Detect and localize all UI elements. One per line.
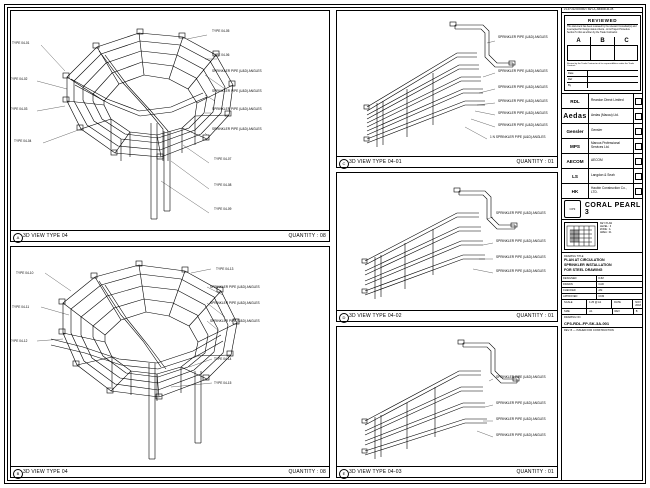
meta-key-scale: SCALE [562,300,587,308]
annotation-p3-1: SPRINKLER PIPE (U&D) ANGLES [498,69,548,73]
consultant-logo-langdon-seah: LS [562,169,589,183]
consultant-checkbox-aecom[interactable] [633,154,643,168]
annotation-p3-3: SPRINKLER PIPE (U&D) ANGLES [498,99,548,103]
meta-key-size: SIZE [562,309,587,314]
panel-titlebar-3 [337,156,557,167]
annotation-p1-5: TYPE 04-06 [212,53,230,57]
panel-quantity-5: QUANTITY : 01 [516,469,554,475]
annotation-p1-8: SPRINKLER PIPE (U&D) ANGLES [212,107,262,111]
panel-titlebar-4 [337,310,557,321]
panel-quantity-3: QUANTITY : 01 [516,159,554,165]
consultant-row-langdon-seah[interactable] [562,169,643,184]
annotation-p1-11: TYPE 04-08 [214,183,232,187]
consultant-row-gensler[interactable] [562,124,643,139]
view-panel-3d-type-04-bottom[interactable] [10,246,330,478]
consultant-row-mps[interactable] [562,139,643,154]
consultant-name-rdl: Reardon Direct Limited [591,98,624,103]
annotation-p5-3: SPRINKLER PIPE (U&D) ANGLES [496,433,546,437]
consultant-row-aecom[interactable] [562,154,643,169]
approval-table [562,276,643,300]
annotation-p1-7: SPRINKLER PIPE (U&D) ANGLES [212,89,262,93]
drawing-title-line-2: SPRINKLER INSTALLATION [564,263,612,268]
panel-bubble-3: C [339,159,349,169]
annotation-p1-1: TYPE 04-02 [10,77,28,81]
title-block [561,7,643,481]
project-name: CORAL PEARL 3 [584,202,641,217]
approval-value-drawn: CAD [598,282,604,286]
consultant-list [562,93,643,199]
review-stamp [564,15,641,91]
consultant-name-aedas: Aedas (Macau) Ltd. [591,113,619,118]
approval-value-approved: CKM [598,294,605,298]
meta-row-1 [562,300,643,309]
pipe-run-drawing-3 [337,327,557,466]
annotation-p5-2: SPRINKLER PIPE (U&D) ANGLES [496,417,546,421]
annotation-p1-4: TYPE 04-05 [212,29,230,33]
panel-quantity-4: QUANTITY : 01 [516,313,554,319]
consultant-logo-aecom: AECOM [562,154,589,168]
annotation-p1-3: TYPE 04-04 [14,139,32,143]
key-plan-meta [600,222,641,250]
annotation-p1-2: TYPE 04-03 [10,107,28,111]
approval-key-designed: DESIGNED [562,276,597,281]
consultant-logo-aedas: Aedas [562,109,589,123]
consultant-row-contractor[interactable] [562,184,643,199]
panel-titlebar-1 [11,230,329,241]
annotation-p3-2: SPRINKLER PIPE (U&D) ANGLES [498,85,548,89]
panel-bubble-2: B [13,469,23,479]
annotation-p5-1: SPRINKLER PIPE (U&D) ANGLES [496,401,546,405]
panel-drawing-area-1 [11,11,329,230]
annotation-p4-3: SPRINKLER PIPE (U&D) ANGLES [496,269,546,273]
meta-key-date: DATE [612,300,633,308]
consultant-name-aecom: AECOM [591,158,603,163]
consultant-row-aedas[interactable] [562,109,643,124]
annotation-p1-0: TYPE 04-01 [12,41,30,45]
review-row-date-value[interactable] [588,71,638,76]
key-plan-label: KEY PLAN [600,222,613,226]
annotation-p1-10: TYPE 04-07 [214,157,232,161]
annotation-p2-5: SPRINKLER PIPE (U&D) ANGLES [210,301,260,305]
review-boxes [567,46,638,61]
meta-value-date: NOV 2018 [635,300,641,307]
approval-value-designed: DJM [598,276,604,280]
view-panel-3d-type-04-02[interactable] [336,172,558,322]
consultant-name-mps: Marcus Professional Services Ltd. [591,141,620,150]
key-plan-level: LEVEL : 3 [600,225,612,229]
annotation-p2-1: TYPE 04-11 [12,305,30,309]
approval-value-checked: AM [598,288,603,292]
key-plan-graphic [565,223,597,249]
meta-value-size: A1 [587,309,612,314]
panel-title-1: 3D VIEW TYPE 04 [23,233,68,239]
consultant-checkbox-rdl[interactable] [633,94,643,108]
review-heading: REVIEWED [567,18,638,25]
annotation-p1-12: TYPE 04-09 [214,207,232,211]
view-panel-3d-type-04-top[interactable] [10,10,330,242]
annotation-p3-4: SPRINKLER PIPE (U&D) ANGLES [498,111,548,115]
annotation-p3-5: SPRINKLER PIPE (U&D) ANGLES [498,123,548,127]
review-row-ref-key: Ref [567,77,588,82]
review-column-c[interactable]: C [624,37,629,44]
annotation-p1-9: SPRINKLER PIPE (U&D) ANGLES [212,127,262,131]
consultant-logo-rdl: RDL [562,94,589,108]
panel-title-4: 3D VIEW TYPE 04-02 [349,313,402,319]
panel-bubble-1: A [13,233,23,243]
panel-title-3: 3D VIEW TYPE 04-01 [349,159,402,165]
panel-titlebar-2 [11,466,329,477]
annotation-p5-0: SPRINKLER PIPE (U&D) ANGLES [496,375,546,379]
review-row-date [567,70,638,77]
meta-value-rev: B [635,309,638,313]
consultant-name-contractor: Haubin Construction Co., LTD. [591,186,627,195]
review-row-by [567,83,638,88]
consultant-logo-gensler: Gensler [562,124,589,138]
panel-drawing-area-2 [11,247,329,466]
consultant-name-gensler: Gensler [591,128,603,133]
review-columns [567,37,638,46]
panel-bubble-4: D [339,313,349,323]
annotation-p2-3: TYPE 04-13 [216,267,234,271]
review-row-by-key: By [567,83,588,88]
panel-titlebar-5 [337,466,557,477]
drawing-number-label: DRAWING NO. [564,315,582,319]
key-plan-zone: ZONE : A [600,228,611,232]
annotation-p4-1: SPRINKLER PIPE (U&D) ANGLES [496,239,546,243]
approval-key-checked: CHECKED [562,288,597,293]
annotation-p1-6: SPRINKLER PIPE (U&D) ANGLES [212,69,262,73]
annotation-p2-6: SPRINKLER PIPE (U&D) ANGLES [210,319,260,323]
annotation-p4-2: SPRINKLER PIPE (U&D) ANGLES [496,255,546,259]
consultant-logo-mps: MPS [562,139,589,153]
approval-key-approved: APPROVED [562,294,597,299]
key-plan-thumbnail[interactable] [564,222,598,250]
drawing-title-block [562,253,643,276]
isometric-canopy-drawing-1 [11,11,329,230]
consultant-row-rdl[interactable] [562,94,643,109]
annotation-p3-6: 1 N SPRINKLER PIPE (U&D) ANGLES [490,135,546,139]
annotation-p2-4: SPRINKLER PIPE (U&D) ANGLES [210,285,260,289]
approval-key-drawn: DRAWN [562,282,597,287]
review-body: This document has been reviewed by the relevant Consultant(s) and is accepted for Design status criteria - to its Project Procedure Section 5.4 list as written by the Trade Contractor. [567,26,637,34]
review-row-ref-value[interactable] [588,77,638,82]
panel-bubble-5: E [339,469,349,479]
panel-title-2: 3D VIEW TYPE 04 [23,469,68,475]
drawing-title-line-3: FOR STEEL DRAWING [564,268,603,273]
title-block-footer: REV. B — ISSUED FOR CONSTRUCTION [564,328,614,332]
annotation-p2-0: TYPE 04-10 [16,271,34,275]
consultant-checkbox-mps[interactable] [633,139,643,153]
project-bar [562,199,643,220]
panel-drawing-area-5 [337,327,557,466]
key-plan-block[interactable] [562,220,643,253]
drawing-number: CP3-RDL-FP-SK-3A-001 [562,320,643,328]
panel-quantity-1: QUANTITY : 08 [288,233,326,239]
consultant-name-langdon-seah: Langdon & Seah [591,173,615,178]
annotation-p4-0: SPRINKLER PIPE (U&D) ANGLES [496,211,546,215]
drawing-title-line-1: PLAN AT CIRCULATION [564,258,605,263]
meta-key-rev: REV [613,309,634,314]
consultant-checkbox-aedas[interactable] [633,109,643,123]
review-row-date-key: Date [567,71,588,76]
drawing-title-caption: DRAWING TITLE [564,255,584,259]
panel-quantity-2: QUANTITY : 08 [288,469,326,475]
key-plan-area: AREA : 01 [600,231,612,235]
consultant-checkbox-contractor[interactable] [633,184,643,198]
annotation-p2-8: TYPE 04-15 [214,381,232,385]
consultant-checkbox-gensler[interactable] [633,124,643,138]
review-note: Review by the Trade Contractor of its responsibilities under the Trade Contract. [567,62,634,68]
consultant-checkbox-langdon-seah[interactable] [633,169,643,183]
project-logo: CP3 [564,200,581,218]
review-column-a[interactable]: A [567,37,591,45]
review-row-by-value[interactable] [588,83,638,88]
consultant-logo-contractor: HK [562,184,589,198]
meta-value-scale: 1:25 @ A1 [587,300,612,308]
annotation-p2-2: TYPE 04-12 [10,339,28,343]
annotation-p2-7: TYPE 04-14 [214,357,232,361]
isometric-canopy-drawing-2 [11,247,329,466]
panel-title-5: 3D VIEW TYPE 04-03 [349,469,402,475]
annotation-p3-0: SPRINKLER PIPE (U&D) ANGLES [498,35,548,39]
sheet-top-code: 21-07 212 DOOR2 / KEY-A, AB3000-01-05 [562,7,643,13]
review-column-b[interactable]: B [591,37,615,45]
